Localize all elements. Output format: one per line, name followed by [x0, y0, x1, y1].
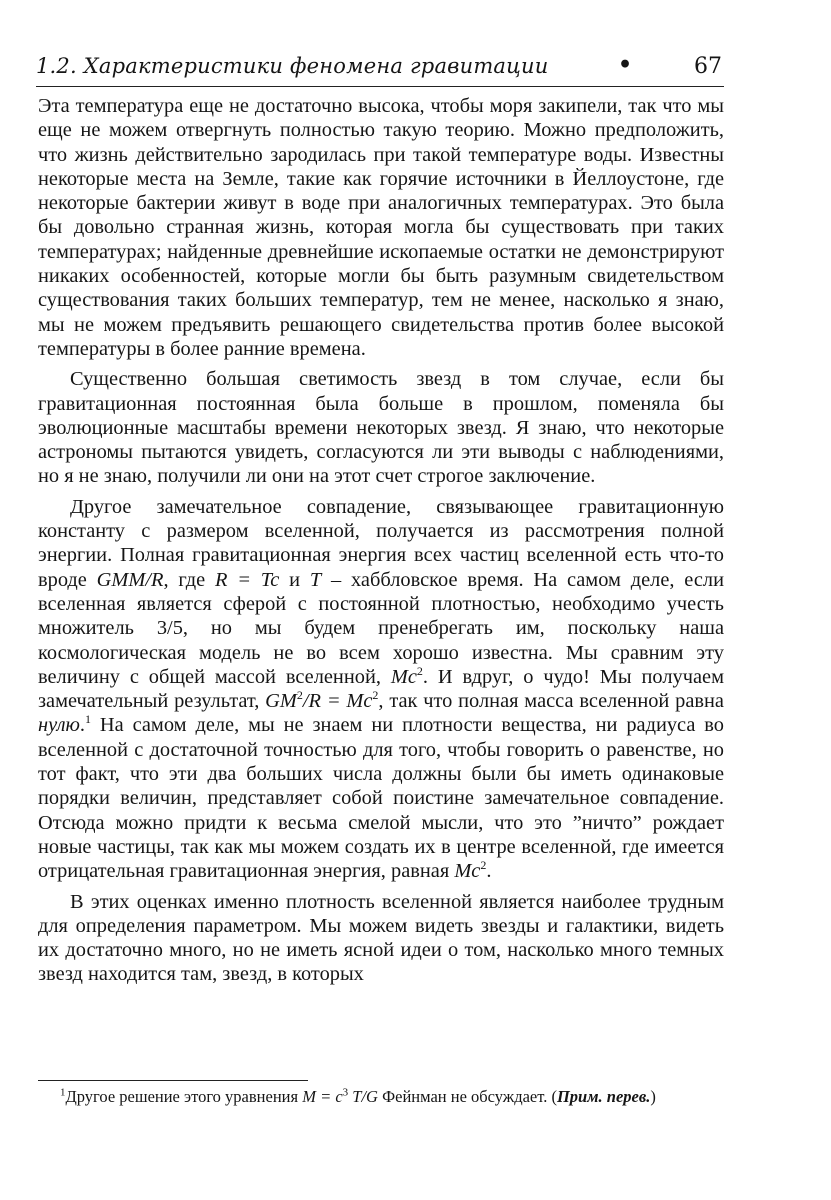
header-bullet: •	[618, 52, 633, 78]
formula-gmm-r: GMM/R	[96, 568, 164, 591]
p3-text-6: , так что полная масса вселенной равна	[378, 690, 724, 713]
footnote-formula-tg: T/G	[348, 1087, 378, 1106]
footnote-text-2: Фейнман не обсуждает. (	[377, 1087, 557, 1106]
section-heading	[36, 54, 548, 78]
paragraph-1: Эта температура еще не достаточно высока, чтобы моря закипели, так что мы еще не можем отвергнуть полностью такую теорию. Можно предположить, что жизнь действительно зародилась при такой температуре воды. Известны некоторые места на Земле, такие как горячие источники в Йеллоустоне, где некоторые бактерии живут в воде при аналогичных температурах. Это была бы довольно странная жизнь, которая могла бы существовать при таких температурах; найденные древнейшие ископаемые остатки не демонстрируют никаких особенностей, которые могли бы быть разумным свидетельством существования таких больших температур, тем не менее, насколько я знаю, мы не можем предъявить решающего свидетельства против более высокой температуры в более ранние времена.	[38, 95, 724, 360]
section-title: Характеристики феномена гравитации	[83, 54, 549, 78]
formula-r-mc2-exp: 2	[372, 688, 379, 703]
p3-text-7: .	[79, 714, 85, 737]
p3-text-9: .	[486, 860, 492, 883]
emphasis-nulyu: нулю	[38, 714, 80, 737]
footnote	[38, 1086, 724, 1107]
section-number: 1.2.	[36, 54, 77, 78]
translator-note: Прим. перев.	[556, 1087, 651, 1106]
p3-text-5: . И вдруг, о чудо! Мы получаем замечательный результат,	[38, 665, 724, 713]
paragraph-3	[38, 495, 724, 884]
footnote-text-3: )	[650, 1087, 656, 1106]
paragraph-2: Существенно большая светимость звезд в том случае, если бы гравитационная постоянная была больше в прошлом, поменяла бы эволюционные масштабы времени некоторых звезд. Я знаю, что некоторые астрономы пытаются увидеть, согласуются ли эти выводы с наблюдениями, но я не знаю, получили ли они на этот счет строгое заключение.	[38, 368, 724, 488]
formula-t: T	[309, 568, 322, 591]
footnote-text-1: Другое решение этого уравнения	[65, 1087, 303, 1106]
formula-mc2-final-exp: 2	[480, 858, 487, 873]
page-number: 67	[694, 54, 722, 79]
footnote-marker: 1	[60, 1086, 66, 1099]
footnote-reference[interactable]: 1	[85, 712, 91, 727]
formula-gm2-exp: 2	[296, 688, 303, 703]
running-header	[36, 50, 724, 87]
formula-mc2: Mc	[390, 665, 417, 688]
p3-text-2: , где	[163, 568, 215, 591]
formula-mc2-final: Mc	[454, 860, 481, 883]
formula-gm2: GM	[265, 690, 297, 713]
body-text	[38, 94, 724, 987]
footnote-divider	[38, 1080, 308, 1081]
formula-r-mc2: /R = Mc	[302, 690, 373, 713]
p3-text-8: На самом деле, мы не знаем ни плотности вещества, ни радиуса во вселенной с достаточной точностью для того, чтобы говорить о равенстве, но тот факт, что эти два больших числа должны были бы иметь одинаковые порядки величин, представляет собой поистине замечательное совпадение. Отсюда можно придти к весьма смелой мысли, что это ”ничто” рождает новые частицы, так как мы можем создать их в центре вселенной, где имеется отрицательная гравитационная энергия, равная	[38, 714, 724, 883]
footnote-formula-m: M = c	[302, 1087, 343, 1106]
formula-r-tc: R = Tc	[214, 568, 280, 591]
paragraph-4: В этих оценках именно плотность вселенной является наиболее трудным для определения параметром. Мы можем видеть звезды и галактики, видеть их достаточно много, но не иметь ясной идеи о том, насколько много темных звезд находится там, звезд, в которых	[38, 890, 724, 986]
footnote-formula-exp: 3	[342, 1086, 349, 1099]
p3-text-4: – хаббловское время. На самом деле, если вселенная является сферой с постоянной плотностью, необходимо учесть множитель 3/5, но мы будем пренебрегать им, поскольку наша космологическая модель не во всем хорошо известна. Мы сравним эту величину с общей массой вселенной,	[38, 568, 724, 688]
p3-text-1: Другое замечательное совпадение, связывающее гравитационную константу с размером вселенной, получается из рассмотрения полной энергии. Полная гравитационная энергия всех частиц вселенной есть что-то вроде	[38, 495, 724, 591]
p3-text-3: и	[279, 568, 310, 591]
formula-mc2-exp: 2	[416, 664, 423, 679]
